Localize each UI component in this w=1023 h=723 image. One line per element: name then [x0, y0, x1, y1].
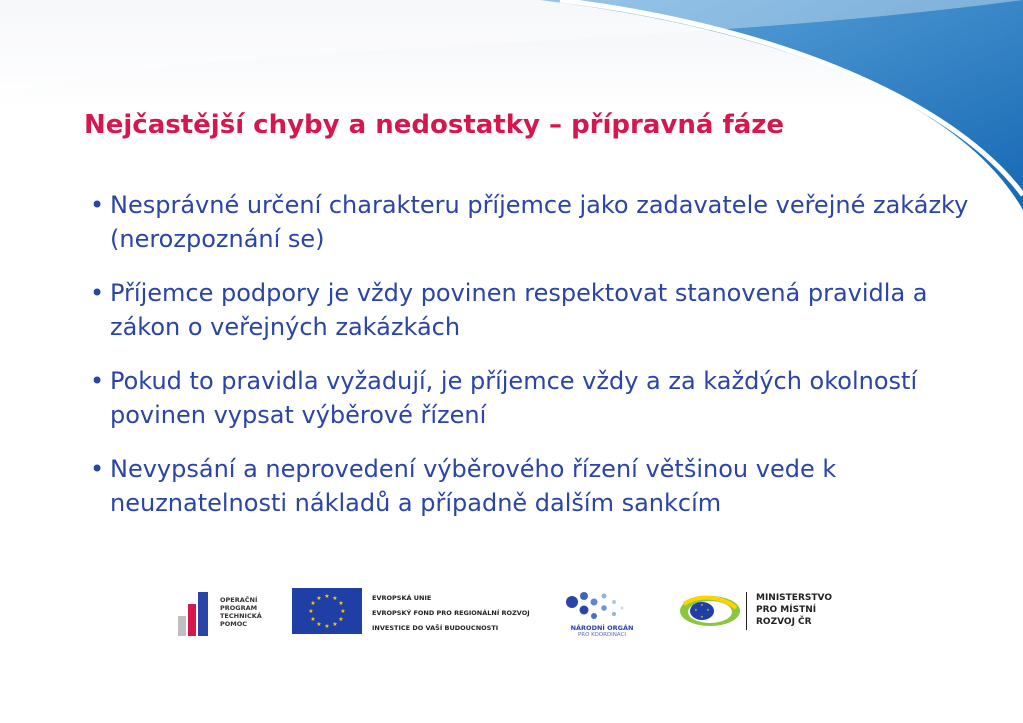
- logo-strip: [0, 580, 1023, 640]
- svg-text:★: ★: [332, 595, 338, 602]
- bullet-item: [90, 452, 970, 520]
- national-body-name: NÁRODNÍ ORGÁN: [570, 624, 634, 632]
- svg-text:★: ★: [324, 623, 330, 630]
- bullet-marker: •: [90, 367, 105, 395]
- op-logo-text: OPERAČNÍ PROGRAM TECHNICKÁ POMOC: [220, 596, 262, 628]
- mmr-emblem-icon: [678, 594, 742, 628]
- dots-cluster-icon: [562, 586, 642, 624]
- op-bars-icon: [178, 588, 218, 638]
- svg-text:★: ★: [340, 608, 346, 615]
- svg-text:★: ★: [310, 616, 316, 623]
- svg-text:★: ★: [316, 621, 322, 628]
- bullet-marker: •: [90, 455, 105, 483]
- bullet-item: [90, 364, 970, 432]
- national-coordination-body-logo: [562, 586, 642, 640]
- svg-text:★: ★: [700, 603, 704, 607]
- eu-logo-text: EVROPSKÁ UNIE EVROPSKÝ FOND PRO REGIONÁLNÍ ROZVOJ INVESTICE DO VAŠÍ BUDOUCNOSTI: [372, 594, 530, 632]
- svg-text:★: ★: [700, 615, 704, 619]
- bullet-item: [90, 276, 970, 344]
- national-body-subtitle: PRO KOORDINACI: [577, 632, 627, 638]
- svg-text:★: ★: [324, 593, 330, 600]
- bullet-list: [90, 188, 970, 540]
- svg-text:★: ★: [338, 600, 344, 607]
- op-technical-assistance-logo: [178, 588, 278, 638]
- svg-text:★: ★: [308, 608, 314, 615]
- svg-text:★: ★: [338, 616, 344, 623]
- bullet-marker: •: [90, 191, 105, 219]
- eu-flag-icon: [292, 588, 362, 634]
- svg-text:★: ★: [316, 595, 322, 602]
- bullet-text: Příjemce podpory je vždy povinen respektovat stanovená pravidla a zákon o veřejných zakázkách: [110, 279, 928, 341]
- bullet-text: Pokud to pravidla vyžadují, je příjemce vždy a za každých okolností povinen vypsat výběrové řízení: [110, 367, 918, 429]
- mmr-divider: [746, 592, 747, 630]
- mmr-logo-text: MINISTERSTVO PRO MÍSTNÍ ROZVOJ ČR: [756, 593, 832, 627]
- bullet-item: [90, 188, 970, 256]
- bullet-marker: •: [90, 279, 105, 307]
- bullet-text: Nevypsání a neprovedení výběrového řízení většinou vede k neuznatelnosti nákladů a případně dalším sankcím: [110, 455, 837, 517]
- bullet-text: Nesprávné určení charakteru příjemce jako zadavatele veřejné zakázky (nerozpoznání se): [110, 191, 969, 253]
- svg-text:★: ★: [694, 608, 698, 612]
- svg-text:★: ★: [332, 621, 338, 628]
- svg-text:★: ★: [706, 608, 710, 612]
- slide-title: Nejčastější chyby a nedostatky – přípravná fáze: [84, 110, 785, 140]
- svg-text:★: ★: [310, 600, 316, 607]
